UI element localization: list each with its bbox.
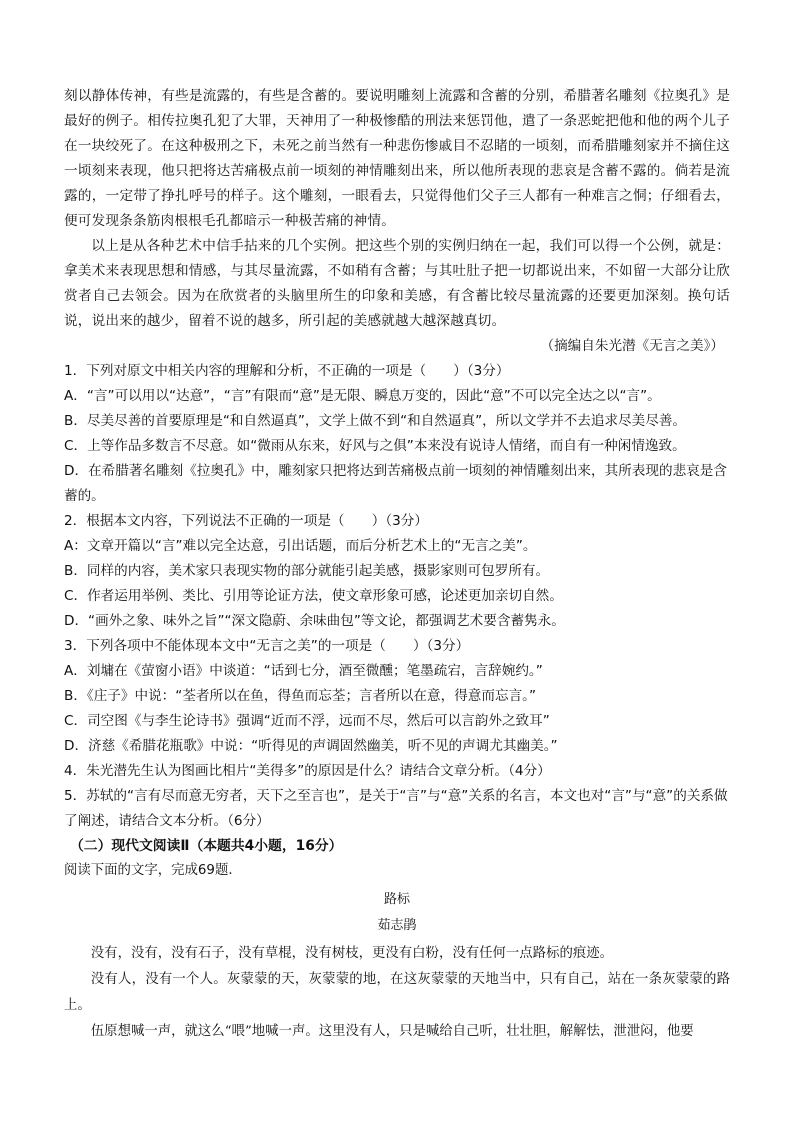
passage-source: （摘编自朱光潜《无言之美》） — [540, 338, 724, 354]
question-3-option-c: C．司空图《与李生论诗书》强调“近而不浮，远而不尽，然后可以言韵外之致耳” — [64, 713, 550, 729]
question-list — [64, 359, 730, 834]
section-instruction: 阅读下面的文字，完成69题． — [64, 863, 242, 878]
story-author: 茹志鹃 — [377, 918, 417, 933]
story-paragraph-1: 没有，没有，没有石子，没有草棍，没有树枝，更没有白粉，没有任何一点路标的痕迹。 — [90, 946, 614, 961]
question-3-stem: 3．下列各项中不能体现本文中“无言之美”的一项是（ ）（3分） — [64, 638, 470, 654]
question-3-option-b: B．《庄子》中说：“荃者所以在鱼，得鱼而忘荃；言者所以在意，得意而忘言。” — [64, 688, 536, 704]
question-2-option-c: C．作者运用举例、类比、引用等论证方法，使文章形象可感，论述更加亲切自然。 — [64, 588, 563, 604]
question-4: 4．朱光潜先生认为图画比相片“美得多”的原因是什么？请结合文章分析。（4分） — [64, 763, 551, 779]
question-3-option-a: A．刘墉在《萤窗小语》中谈道：“话到七分，酒至微醺；笔墨疏宕，言辞婉约。” — [64, 663, 543, 679]
story-body — [64, 941, 730, 1045]
passage-paragraph-2: 以上是从各种艺术中信手拈来的几个实例。把这些个别的实例归纳在一起，我们可以得一个公例，就是：拿美术来表现思想和情感，与其尽量流露，不如稍有含蓄；与其吐肚子把一切都说出来，不如留一大部分让欣赏者自己去领会。因为在欣赏者的头脑里所生的印象和美感，有含蓄比较尽量流露的还要更加深刻。换句话说，说出来的越少，留着不说的越多，所引起的美感就越大越深越真切。 — [64, 238, 730, 329]
story-title: 路标 — [383, 892, 410, 907]
question-2-stem: 2．根据本文内容，下列说法不正确的一项是（ ）（3分） — [64, 513, 428, 529]
question-1-option-a: A．“言”可以用以“达意”，“言”有限而“意”是无限、瞬息万变的，因此“意”不可以完全达之以“言”。 — [64, 388, 661, 404]
question-1-option-c: C．上等作品多数言不尽意。如“微雨从东来，好风与之俱”本来没有说诗人情绪，而自有一种闲情逸致。 — [64, 438, 686, 454]
question-1-option-b: B．尽美尽善的首要原理是“和自然逼真”，文学上做不到“和自然逼真”，所以文学并不去追求尽美尽善。 — [64, 413, 687, 429]
question-1-option-d: D．在希腊著名雕刻《拉奥孔》中，雕刻家只把将达到苦痛极点前一顷刻的神情雕刻出来，其所表现的悲哀是含蓄的。 — [64, 463, 727, 504]
question-3-option-d: D．济慈《希腊花瓶歌》中说：“听得见的声调固然幽美，听不见的声调尤其幽美。” — [64, 738, 558, 754]
question-5: 5．苏轼的“言有尽而意无穷者，天下之至言也”，是关于“言”与“意”关系的名言，本文也对“言”与“意”的关系做了阐述，请结合文本分析。（6分） — [64, 788, 728, 829]
question-2-option-a: A：文章开篇以“言”难以完全达意，引出话题，而后分析艺术上的“无言之美”。 — [64, 538, 537, 554]
question-2-option-d: D．“画外之象、味外之旨”“深文隐蔚、余味曲包”等文论，都强调艺术要含蓄隽永。 — [64, 613, 565, 629]
question-2-option-b: B．同样的内容，美术家只表现实物的部分就能引起美感，摄影家则可包罗所有。 — [64, 563, 550, 579]
passage-body — [64, 84, 730, 334]
question-1-stem: 1．下列对原文中相关内容的理解和分析，不正确的一项是（ ）（3分） — [64, 363, 510, 379]
passage-paragraph-1: 刻以静体传神，有些是流露的，有些是含蓄的。要说明雕刻上流露和含蓄的分别，希腊著名雕刻《拉奥孔》是最好的例子。相传拉奥孔犯了大罪，天神用了一种极惨酷的刑法来惩罚他，遣了一条恶蛇把他和他的两个儿子在一块绞死了。在这种极刑之下，未死之前当然有一种悲伤惨戚目不忍睹的一顷刻，而希腊雕刻家并不摘住这一顷刻来表现，他只把将达苦痛极点前一顷刻的神情雕刻出来，所以他所表现的悲哀是含蓄不露的。倘若是流露的，一定带了挣扎呼号的样子。这个雕刻，一眼看去，只觉得他们父子三人都有一种难言之恫；仔细看去，便可发现条条筋肉根根毛孔都暗示一种极苦痛的神情。 — [64, 88, 730, 229]
story-paragraph-2: 没有人，没有一个人。灰蒙蒙的天，灰蒙蒙的地，在这灰蒙蒙的天地当中，只有自己，站在一条灰蒙蒙的路上。 — [64, 972, 730, 1013]
story-paragraph-3: 伍原想喊一声，就这么“喂”地喊一声。这里没有人，只是喊给自己听，壮壮胆，解解怯，泄泄闷，他要 — [90, 1024, 694, 1039]
section-heading: （二）现代文阅读Ⅱ（本题共4小题，16分） — [70, 838, 343, 854]
